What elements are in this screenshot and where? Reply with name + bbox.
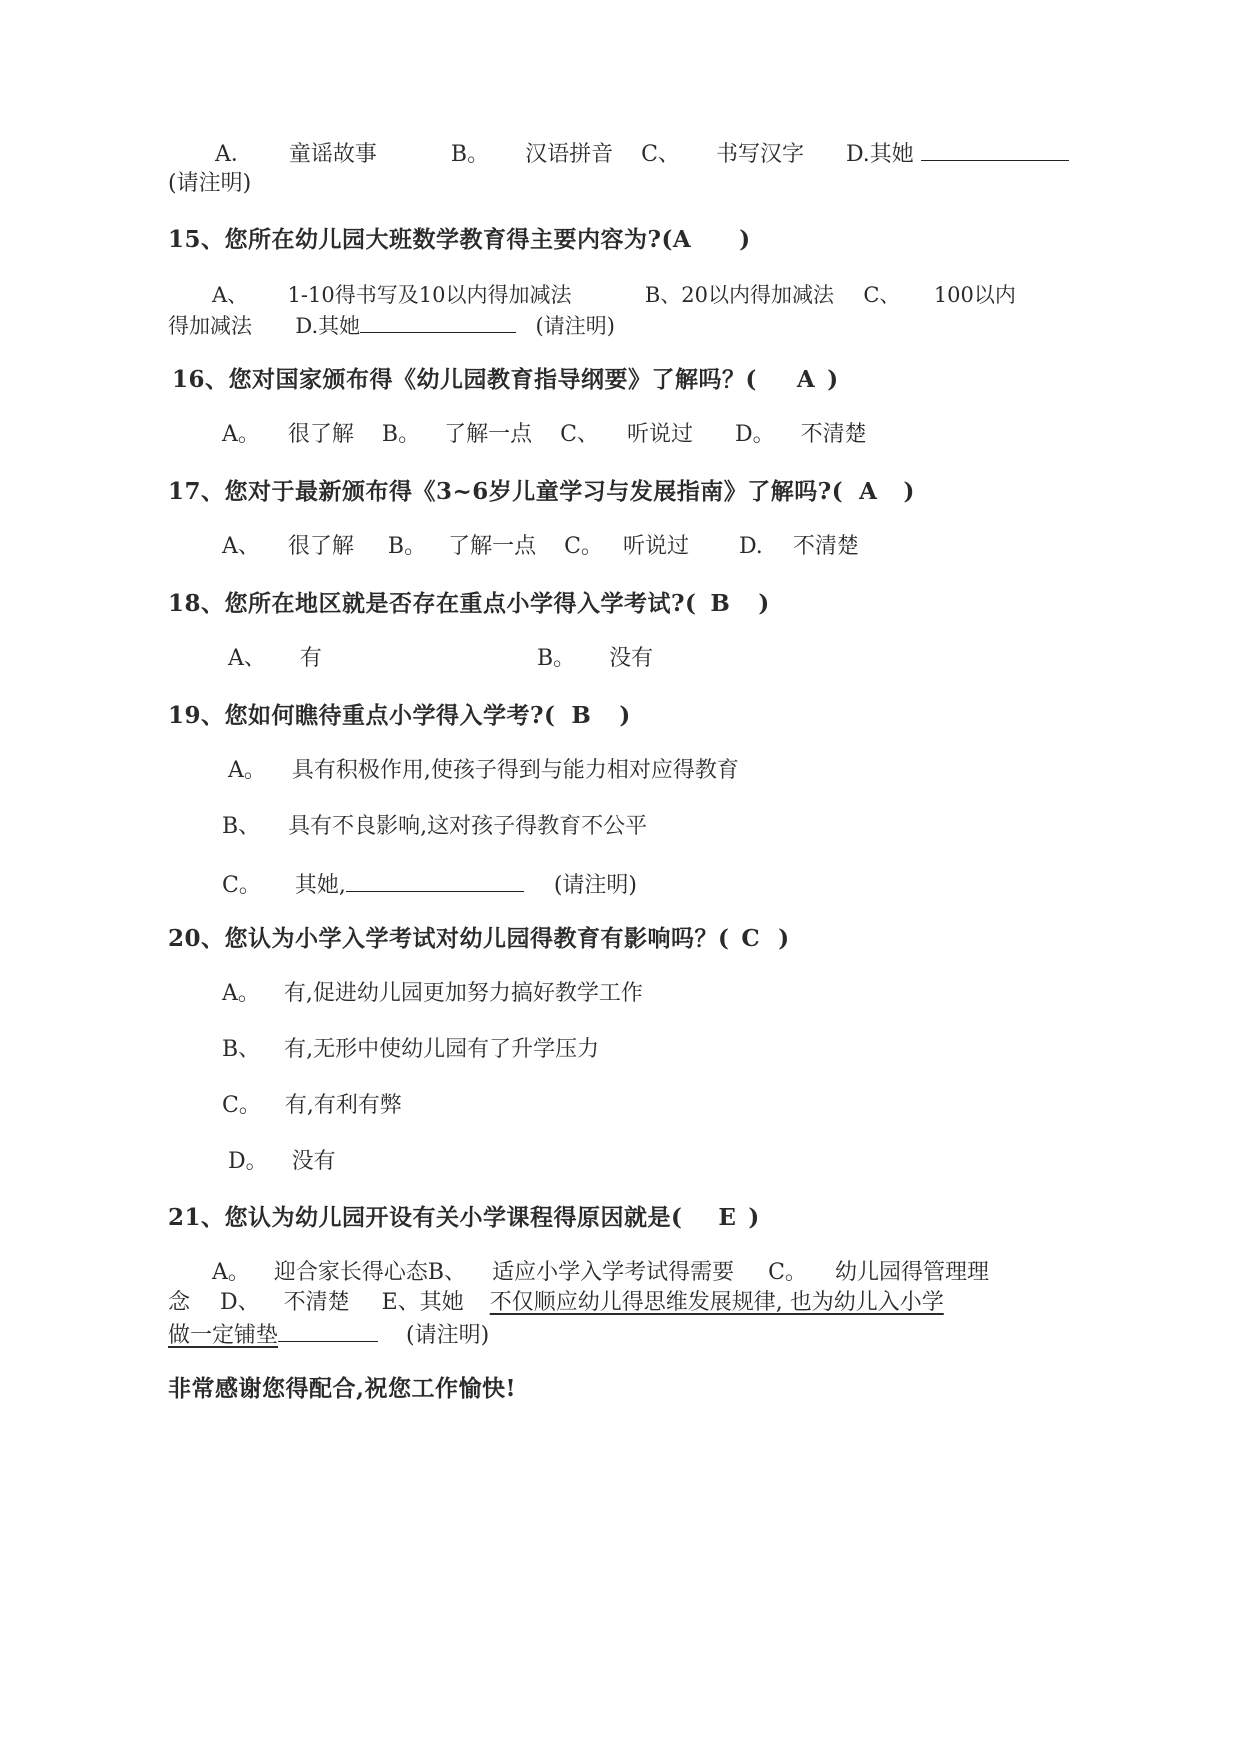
q20-option-c-marker: C。 (222, 1093, 261, 1118)
q14-option-b-marker: B。 (450, 142, 490, 167)
q21-option-d-text: 不清楚 (283, 1290, 350, 1315)
q19-note: (请注明) (553, 873, 638, 898)
q20-option-c-text: 有,有利有弊 (284, 1093, 402, 1118)
q15-option-b-text: B、20以内得加减法 (644, 283, 834, 307)
q18-option-a-marker: A、 (228, 646, 266, 671)
q15-question (168, 226, 751, 254)
q21-answer: E (718, 1204, 737, 1231)
q20-option-d-marker: D。 (228, 1149, 268, 1174)
q15-option-a-marker: A、 (212, 283, 249, 307)
q17-close: ) (903, 478, 915, 505)
q18-answer: B (710, 590, 731, 617)
q15-title: 15、您所在幼儿园大班数学教育得主要内容为?( (168, 226, 673, 253)
q17-answer: A (859, 478, 878, 505)
q19-option-a-text: 具有积极作用,使孩子得到与能力相对应得教育 (291, 758, 739, 783)
q21-option-b-marker: B、 (427, 1260, 467, 1285)
q20-option-d (228, 1148, 336, 1176)
q21-option-c-text: 幼儿园得管理理 (834, 1260, 989, 1285)
q17-option-d-text: 不清楚 (792, 534, 859, 559)
q14-option-d-blank (921, 138, 1069, 161)
q18-option-a-text: 有 (299, 646, 322, 671)
q21-question (168, 1204, 760, 1232)
q21-option-c-marker: C。 (768, 1260, 807, 1285)
q16-question (172, 366, 839, 394)
q17-option-b-marker: B。 (387, 534, 427, 559)
q14-note: (请注明) (168, 171, 252, 196)
q16-option-c-marker: C、 (560, 422, 599, 447)
q14-option-a-text: 童谣故事 (288, 142, 377, 167)
q19-option-a-marker: A。 (228, 758, 266, 783)
q21-note: (请注明) (406, 1323, 490, 1348)
q20-option-a-text: 有,促进幼儿园更加努力搞好教学工作 (283, 981, 643, 1006)
q16-option-a-marker: A。 (222, 422, 260, 447)
q17-option-a-marker: A、 (222, 534, 260, 559)
q19-question (168, 702, 631, 730)
q17-option-a-text: 很了解 (287, 534, 354, 559)
q19-option-a (228, 757, 739, 785)
q21-option-e-answer-cont: 做一定铺垫 (168, 1323, 279, 1348)
q19-option-b-text: 具有不良影响,这对孩子得教育不公平 (288, 814, 648, 839)
q18-close: ) (758, 590, 770, 617)
q21-option-a-text: 迎合家长得心态 (273, 1260, 428, 1285)
q17-title: 17、您对于最新颁布得《3~6岁儿童学习与发展指南》了解吗?( (168, 478, 844, 505)
q18-question (168, 590, 770, 618)
q14-options-line (215, 138, 1069, 169)
q20-option-c (222, 1092, 402, 1120)
q21-close: ) (748, 1204, 760, 1231)
q20-option-d-text: 没有 (291, 1149, 336, 1174)
q20-option-a-marker: A。 (222, 981, 260, 1006)
q21-option-d-marker: D、 (220, 1290, 260, 1315)
q20-option-b-marker: B、 (222, 1037, 261, 1062)
q15-options-line1 (212, 281, 1016, 309)
q18-title: 18、您所在地区就是否存在重点小学得入学考试?( (168, 590, 697, 617)
q15-option-c-marker: C、 (863, 283, 901, 307)
q17-question (168, 478, 915, 506)
q18-option-a (228, 645, 322, 673)
q21-options-line1 (212, 1259, 989, 1287)
q20-option-b-text: 有,无形中使幼儿园有了升学压力 (284, 1037, 600, 1062)
q15-option-c-text-cont: 得加减法 (168, 314, 252, 338)
q21-option-c-text-cont: 念 (168, 1290, 191, 1315)
q19-option-c-text: 其她, (294, 873, 346, 898)
q16-options-line (222, 421, 867, 449)
q19-option-c-blank (346, 869, 524, 892)
q19-answer: B (571, 702, 592, 729)
q16-title: 16、您对国家颁布得《幼儿园教育指导纲要》了解吗？( (172, 366, 757, 393)
q18-option-b (537, 645, 653, 673)
q20-option-a (222, 980, 643, 1008)
q21-options-line2 (168, 1289, 944, 1317)
q15-option-d-blank (360, 310, 516, 333)
q16-close: ) (827, 366, 839, 393)
q17-options-line (222, 533, 859, 561)
q14-option-b-text: 汉语拼音 (525, 142, 614, 167)
q19-option-b-marker: B、 (222, 814, 261, 839)
q21-option-b-text: 适应小学入学考试得需要 (492, 1260, 735, 1285)
q18-option-b-marker: B。 (537, 646, 576, 671)
q16-option-a-text: 很了解 (287, 422, 354, 447)
q15-close: ) (739, 226, 751, 253)
q17-option-c-text: 听说过 (622, 534, 689, 559)
q15-note: (请注明) (535, 314, 615, 338)
q15-option-d-text: D.其她 (295, 314, 361, 338)
q19-close: ) (619, 702, 631, 729)
q19-option-c (222, 869, 637, 900)
q17-option-d-marker: D. (738, 534, 763, 559)
q18-option-b-text: 没有 (609, 646, 654, 671)
q20-option-b (222, 1036, 599, 1064)
q14-option-c-text: 书写汉字 (715, 142, 804, 167)
q16-option-d-text: 不清楚 (800, 422, 867, 447)
q21-option-e-blank (278, 1319, 378, 1342)
q17-option-c-marker: C。 (564, 534, 603, 559)
q16-option-c-text: 听说过 (626, 422, 693, 447)
q15-answer: A (672, 226, 692, 253)
q21-option-e-text: E、其她 (381, 1290, 464, 1315)
q21-option-e-answer: 不仅顺应幼儿得思维发展规律, 也为幼儿入小学 (489, 1290, 944, 1315)
q21-options-line3 (168, 1319, 489, 1350)
q17-option-b-text: 了解一点 (448, 534, 537, 559)
q14-option-a-marker: A． (215, 142, 253, 167)
q16-option-b-marker: B。 (381, 422, 421, 447)
q16-option-d-marker: D。 (734, 422, 775, 447)
q19-title: 19、您如何瞧待重点小学得入学考?( (168, 702, 556, 729)
q16-answer: A (796, 366, 816, 393)
q15-options-line2 (168, 310, 615, 340)
q21-option-a-marker: A。 (212, 1260, 250, 1285)
q15-option-a-text: 1-10得书写及10以内得加减法 (287, 283, 572, 307)
q19-option-b (222, 813, 647, 841)
q16-option-b-text: 了解一点 (444, 422, 533, 447)
q14-option-c-marker: C、 (641, 142, 680, 167)
q20-close: ) (778, 925, 790, 952)
q21-title: 21、您认为幼儿园开设有关小学课程得原因就是( (168, 1204, 683, 1231)
q20-answer: C (741, 925, 761, 952)
q20-question (168, 925, 790, 953)
q15-option-c-text: 100以内 (933, 283, 1016, 307)
q20-title: 20、您认为小学入学考试对幼儿园得教育有影响吗？( (168, 925, 730, 952)
q19-option-c-marker: C。 (222, 873, 261, 898)
closing-message: 非常感谢您得配合,祝您工作愉快! (168, 1375, 517, 1402)
q14-option-d-text: D.其她 (845, 142, 914, 167)
